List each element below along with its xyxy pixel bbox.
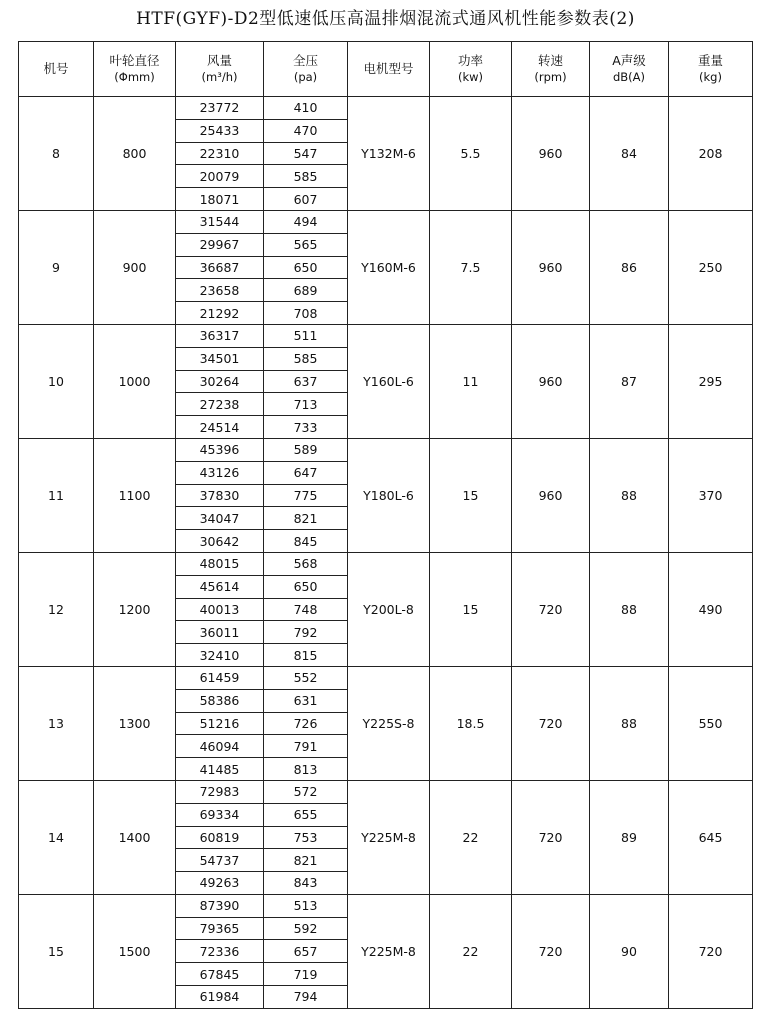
- pressure-cell: 794: [264, 986, 348, 1009]
- pressure-cell: 655: [264, 803, 348, 826]
- pressure-cell: 708: [264, 302, 348, 325]
- table-row: [19, 438, 753, 461]
- header-row: [19, 42, 753, 97]
- airflow-cell: 37830: [176, 484, 264, 507]
- pressure-cell: 589: [264, 438, 348, 461]
- impeller-diameter-cell: 900: [94, 210, 176, 324]
- pressure-cell: 821: [264, 849, 348, 872]
- header-noise: [590, 42, 669, 97]
- pressure-cell: 726: [264, 712, 348, 735]
- airflow-cell: 45396: [176, 438, 264, 461]
- power-cell: 15: [430, 552, 512, 666]
- header-power-label: 功率: [457, 53, 483, 68]
- table-row: [19, 780, 753, 803]
- noise-level-cell: 88: [590, 552, 669, 666]
- pressure-cell: 585: [264, 165, 348, 188]
- table-row: [19, 894, 753, 917]
- table-title: HTF(GYF)-D2型低速低压高温排烟混流式通风机性能参数表(2): [136, 9, 635, 29]
- pressure-cell: 733: [264, 416, 348, 439]
- header-speed-label: 转速: [537, 53, 563, 68]
- airflow-cell: 36317: [176, 324, 264, 347]
- airflow-cell: 72336: [176, 940, 264, 963]
- pressure-cell: 592: [264, 917, 348, 940]
- pressure-cell: 748: [264, 598, 348, 621]
- motor-model-cell: Y132M-6: [348, 97, 430, 211]
- header-pressure: [264, 42, 348, 97]
- model-number-cell: 14: [19, 780, 94, 894]
- speed-cell: 960: [512, 438, 590, 552]
- header-motor-label: 电机型号: [363, 61, 414, 76]
- motor-model-cell: Y160M-6: [348, 210, 430, 324]
- model-number-cell: 11: [19, 438, 94, 552]
- pressure-cell: 775: [264, 484, 348, 507]
- pressure-cell: 565: [264, 233, 348, 256]
- header-weight-label: 重量: [697, 53, 723, 68]
- pressure-cell: 552: [264, 666, 348, 689]
- pressure-cell: 494: [264, 210, 348, 233]
- pressure-cell: 511: [264, 324, 348, 347]
- airflow-cell: 54737: [176, 849, 264, 872]
- pressure-cell: 585: [264, 347, 348, 370]
- motor-model-cell: Y225S-8: [348, 666, 430, 780]
- header-model-label: 机号: [43, 61, 69, 76]
- weight-cell: 550: [669, 666, 753, 780]
- header-motor: [348, 42, 430, 97]
- pressure-cell: 689: [264, 279, 348, 302]
- header-power: [430, 42, 512, 97]
- airflow-cell: 34047: [176, 507, 264, 530]
- airflow-cell: 58386: [176, 689, 264, 712]
- pressure-cell: 845: [264, 530, 348, 553]
- speed-cell: 960: [512, 97, 590, 211]
- header-airflow: [176, 42, 264, 97]
- noise-level-cell: 90: [590, 894, 669, 1008]
- header-airflow-label: 风量: [206, 53, 232, 68]
- pressure-cell: 813: [264, 758, 348, 781]
- motor-model-cell: Y160L-6: [348, 324, 430, 438]
- table-row: [19, 552, 753, 575]
- airflow-cell: 23658: [176, 279, 264, 302]
- speed-cell: 720: [512, 780, 590, 894]
- header-diameter: [94, 42, 176, 97]
- airflow-cell: 69334: [176, 803, 264, 826]
- airflow-cell: 32410: [176, 644, 264, 667]
- power-cell: 7.5: [430, 210, 512, 324]
- impeller-diameter-cell: 1100: [94, 438, 176, 552]
- pressure-cell: 843: [264, 872, 348, 895]
- model-number-cell: 12: [19, 552, 94, 666]
- airflow-cell: 36687: [176, 256, 264, 279]
- weight-cell: 645: [669, 780, 753, 894]
- header-noise-unit: dB(A): [612, 70, 646, 84]
- airflow-cell: 72983: [176, 780, 264, 803]
- header-diameter-label: 叶轮直径: [109, 53, 160, 68]
- airflow-cell: 46094: [176, 735, 264, 758]
- noise-level-cell: 89: [590, 780, 669, 894]
- header-noise-label: A声级: [612, 53, 646, 68]
- airflow-cell: 25433: [176, 119, 264, 142]
- airflow-cell: 49263: [176, 872, 264, 895]
- airflow-cell: 30642: [176, 530, 264, 553]
- weight-cell: 208: [669, 97, 753, 211]
- speed-cell: 720: [512, 552, 590, 666]
- impeller-diameter-cell: 800: [94, 97, 176, 211]
- pressure-cell: 547: [264, 142, 348, 165]
- airflow-cell: 18071: [176, 188, 264, 211]
- airflow-cell: 51216: [176, 712, 264, 735]
- airflow-cell: 43126: [176, 461, 264, 484]
- weight-cell: 720: [669, 894, 753, 1008]
- model-number-cell: 9: [19, 210, 94, 324]
- noise-level-cell: 84: [590, 97, 669, 211]
- header-pressure-unit: (pa): [293, 70, 318, 84]
- header-power-unit: (kw): [457, 70, 484, 84]
- header-speed: [512, 42, 590, 97]
- impeller-diameter-cell: 1500: [94, 894, 176, 1008]
- airflow-cell: 40013: [176, 598, 264, 621]
- noise-level-cell: 88: [590, 438, 669, 552]
- model-number-cell: 8: [19, 97, 94, 211]
- pressure-cell: 650: [264, 575, 348, 598]
- model-number-cell: 10: [19, 324, 94, 438]
- weight-cell: 295: [669, 324, 753, 438]
- airflow-cell: 87390: [176, 894, 264, 917]
- table-row: [19, 210, 753, 233]
- header-weight-unit: (kg): [699, 70, 722, 84]
- motor-model-cell: Y225M-8: [348, 894, 430, 1008]
- pressure-cell: 568: [264, 552, 348, 575]
- power-cell: 22: [430, 780, 512, 894]
- pressure-cell: 792: [264, 621, 348, 644]
- table-body: [19, 97, 753, 1009]
- pressure-cell: 815: [264, 644, 348, 667]
- header-model: [19, 42, 94, 97]
- pressure-cell: 631: [264, 689, 348, 712]
- pressure-cell: 470: [264, 119, 348, 142]
- noise-level-cell: 86: [590, 210, 669, 324]
- pressure-cell: 821: [264, 507, 348, 530]
- model-number-cell: 15: [19, 894, 94, 1008]
- airflow-cell: 31544: [176, 210, 264, 233]
- pressure-cell: 753: [264, 826, 348, 849]
- speed-cell: 720: [512, 666, 590, 780]
- table-row: [19, 97, 753, 120]
- power-cell: 22: [430, 894, 512, 1008]
- table-row: [19, 666, 753, 689]
- header-diameter-unit: (Φmm): [114, 70, 155, 84]
- pressure-cell: 637: [264, 370, 348, 393]
- airflow-cell: 41485: [176, 758, 264, 781]
- pressure-cell: 513: [264, 894, 348, 917]
- impeller-diameter-cell: 1400: [94, 780, 176, 894]
- impeller-diameter-cell: 1300: [94, 666, 176, 780]
- pressure-cell: 713: [264, 393, 348, 416]
- weight-cell: 490: [669, 552, 753, 666]
- header-weight: [669, 42, 753, 97]
- pressure-cell: 791: [264, 735, 348, 758]
- airflow-cell: 45614: [176, 575, 264, 598]
- airflow-cell: 79365: [176, 917, 264, 940]
- power-cell: 15: [430, 438, 512, 552]
- airflow-cell: 34501: [176, 347, 264, 370]
- airflow-cell: 60819: [176, 826, 264, 849]
- airflow-cell: 29967: [176, 233, 264, 256]
- noise-level-cell: 87: [590, 324, 669, 438]
- pressure-cell: 647: [264, 461, 348, 484]
- airflow-cell: 61984: [176, 986, 264, 1009]
- airflow-cell: 67845: [176, 963, 264, 986]
- weight-cell: 370: [669, 438, 753, 552]
- airflow-cell: 21292: [176, 302, 264, 325]
- table-row: [19, 324, 753, 347]
- airflow-cell: 22310: [176, 142, 264, 165]
- airflow-cell: 36011: [176, 621, 264, 644]
- power-cell: 11: [430, 324, 512, 438]
- power-cell: 5.5: [430, 97, 512, 211]
- noise-level-cell: 88: [590, 666, 669, 780]
- motor-model-cell: Y180L-6: [348, 438, 430, 552]
- airflow-cell: 24514: [176, 416, 264, 439]
- speed-cell: 960: [512, 324, 590, 438]
- motor-model-cell: Y200L-8: [348, 552, 430, 666]
- pressure-cell: 657: [264, 940, 348, 963]
- airflow-cell: 27238: [176, 393, 264, 416]
- speed-cell: 720: [512, 894, 590, 1008]
- weight-cell: 250: [669, 210, 753, 324]
- impeller-diameter-cell: 1200: [94, 552, 176, 666]
- airflow-cell: 30264: [176, 370, 264, 393]
- motor-model-cell: Y225M-8: [348, 780, 430, 894]
- airflow-cell: 61459: [176, 666, 264, 689]
- pressure-cell: 572: [264, 780, 348, 803]
- header-speed-unit: (rpm): [534, 70, 567, 84]
- impeller-diameter-cell: 1000: [94, 324, 176, 438]
- fan-performance-table: [18, 41, 753, 1009]
- pressure-cell: 410: [264, 97, 348, 120]
- power-cell: 18.5: [430, 666, 512, 780]
- header-pressure-label: 全压: [292, 53, 318, 68]
- header-airflow-unit: (m³/h): [201, 70, 238, 84]
- airflow-cell: 20079: [176, 165, 264, 188]
- airflow-cell: 23772: [176, 97, 264, 120]
- model-number-cell: 13: [19, 666, 94, 780]
- pressure-cell: 607: [264, 188, 348, 211]
- airflow-cell: 48015: [176, 552, 264, 575]
- speed-cell: 960: [512, 210, 590, 324]
- pressure-cell: 719: [264, 963, 348, 986]
- pressure-cell: 650: [264, 256, 348, 279]
